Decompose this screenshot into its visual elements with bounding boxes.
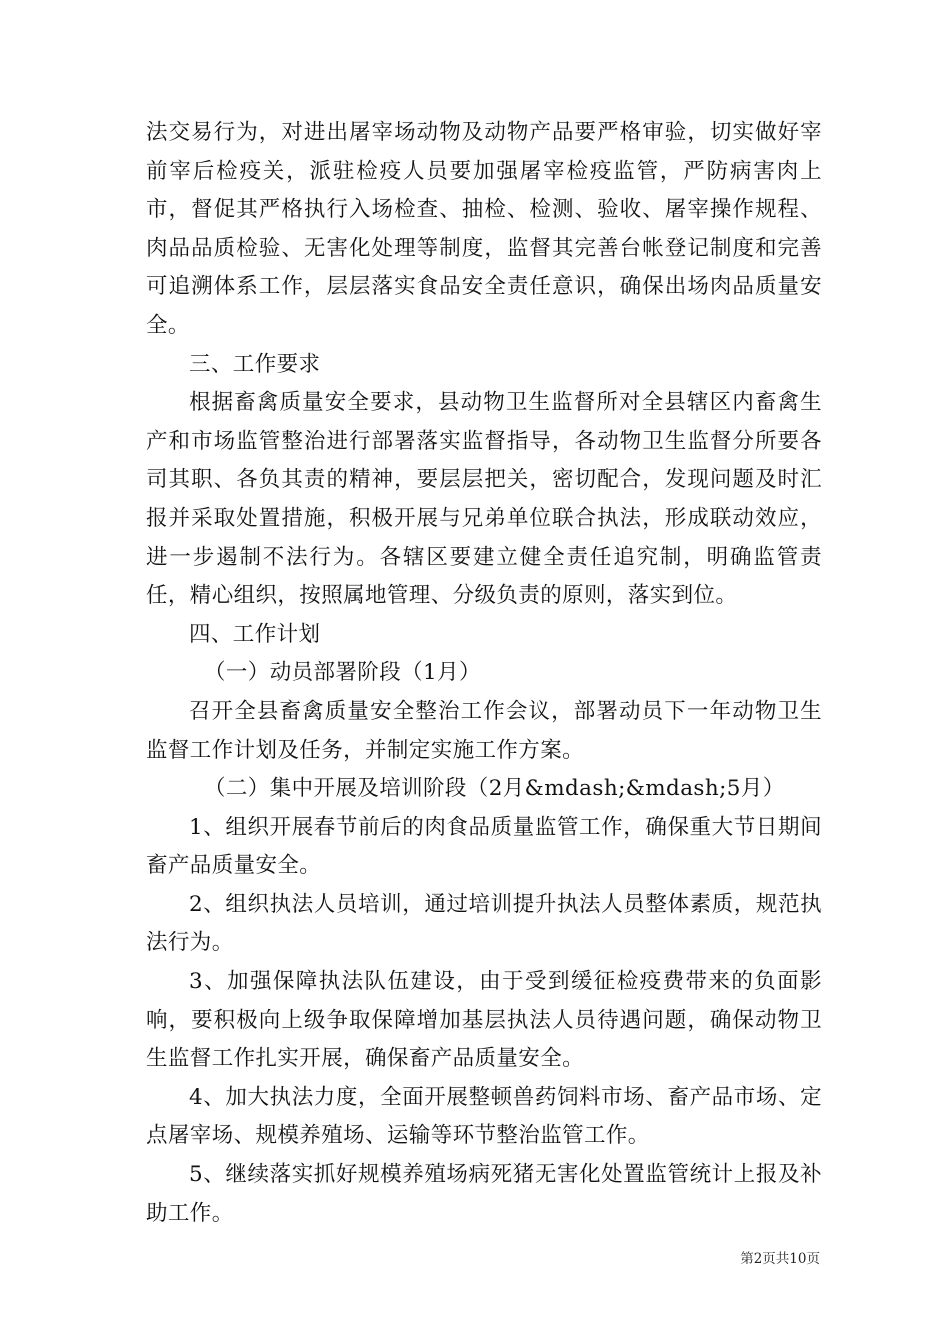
paragraph-mobilization: 召开全县畜禽质量安全整治工作会议，部署动员下一年动物卫生监督工作计划及任务，并制定实施工作方案。 bbox=[146, 698, 822, 763]
paragraph-item-4: 4、加大执法力度，全面开展整顿兽药饲料市场、畜产品市场、定点屠宰场、规模养殖场、运输等环节整治监管工作。 bbox=[146, 1084, 822, 1149]
section-heading-requirements: 三、工作要求 bbox=[189, 351, 321, 377]
paragraph-continued: 法交易行为，对进出屠宰场动物及动物产品要严格审验，切实做好宰前宰后检疫关，派驻检疫人员要加强屠宰检疫监管，严防病害肉上市，督促其严格执行入场检查、抽检、检测、验收、屠宰操作规程、肉品品质检验、无害化处理等制度，监督其完善台帐登记制度和完善可追溯体系工作，层层落实食品安全责任意识，确保出场肉品质量安全。 bbox=[146, 120, 822, 338]
paragraph-item-2: 2、组织执法人员培训，通过培训提升执法人员整体素质，规范执法行为。 bbox=[146, 891, 822, 956]
section-heading-plan: 四、工作计划 bbox=[189, 621, 321, 647]
document-body bbox=[146, 114, 822, 1233]
paragraph-item-3: 3、加强保障执法队伍建设，由于受到缓征检疫费带来的负面影响，要积极向上级争取保障增加基层执法人员待遇问题，确保动物卫生监督工作扎实开展，确保畜产品质量安全。 bbox=[146, 969, 822, 1072]
subheading-mobilization-stage: （一）动员部署阶段（1月） bbox=[204, 660, 481, 686]
paragraph-item-1: 1、组织开展春节前后的肉食品质量监管工作，确保重大节日期间畜产品质量安全。 bbox=[146, 814, 822, 879]
page-number-footer: 第2页共10页 bbox=[740, 1251, 820, 1267]
subheading-training-stage: （二）集中开展及培训阶段（2月&mdash;&mdash;5月） bbox=[204, 776, 785, 802]
paragraph-requirements: 根据畜禽质量安全要求，县动物卫生监督所对全县辖区内畜禽生产和市场监管整治进行部署落实监督指导，各动物卫生监督分所要各司其职、各负其责的精神，要层层把关，密切配合，发现问题及时汇报并采取处置措施，积极开展与兄弟单位联合执法，形成联动效应，进一步遏制不法行为。各辖区要建立健全责任追究制，明确监管责任，精心组织，按照属地管理、分级负责的原则，落实到位。 bbox=[146, 390, 822, 609]
paragraph-item-5: 5、继续落实抓好规模养殖场病死猪无害化处置监管统计上报及补助工作。 bbox=[146, 1162, 822, 1226]
